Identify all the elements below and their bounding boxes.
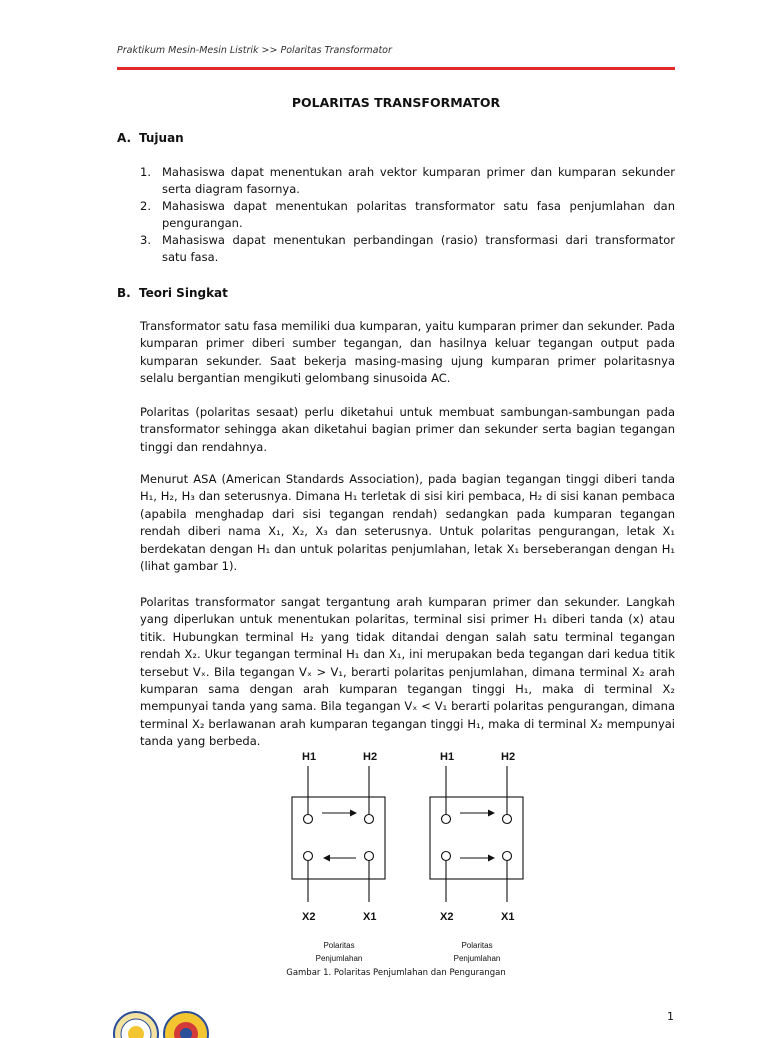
list-item-text: Mahasiswa dapat menentukan perbandingan (rasio) transformasi dari transformator satu fasa. xyxy=(162,233,675,264)
paragraph-3: Menurut ASA (American Standards Association), pada bagian tegangan tinggi diberi tanda H₁, H₂, H₃ dan seterusnya. Dimana H₁ terletak di sisi kiri pembaca, H₂ di sisi kanan pembaca (apabila menghadap dari sisi tegangan rendah) sedangkan pada kumparan tegangan rendah diberi nama X₁, X₂, X₃ dan seterusnya. Untuk polaritas pengurangan, letak X₁ berdekatan dengan H₁ dan untuk polaritas penjumlahan, letak X₁ berseberangan dengan H₁ (lihat gambar 1). xyxy=(140,472,675,574)
terminal-x1-right xyxy=(503,852,512,861)
running-header: Praktikum Mesin-Mesin Listrik >> Polaritas Transformator xyxy=(117,45,392,56)
terminal-x2-right xyxy=(442,852,451,861)
terminal-h1-left xyxy=(304,815,313,824)
arrow-top-right-head xyxy=(488,810,495,817)
list-item xyxy=(140,198,675,232)
caption-right-line1: Polaritas xyxy=(461,941,493,950)
caption-right-line2: Penjumlahan xyxy=(453,954,501,963)
section-b-heading xyxy=(117,286,228,300)
list-item-text: Mahasiswa dapat menentukan arah vektor kumparan primer dan kumparan sekunder serta diagram fasornya. xyxy=(162,165,675,196)
core-box-left xyxy=(292,797,385,879)
paragraph-1: Transformator satu fasa memiliki dua kumparan, yaitu kumparan primer dan sekunder. Pada kumparan primer diberi sumber tegangan, dan hasilnya keluar tegangan output pada kumparan sekunder. Saat bekerja masing-masing ujung kumparan primer polaritasnya selalu bergantian mengikuti gelombang sinusoida AC. xyxy=(140,319,675,386)
arrow-bottom-right-head xyxy=(488,855,495,862)
label-h2-right: H2 xyxy=(501,751,516,763)
terminal-x2-left xyxy=(304,852,313,861)
section-a-letter: A. xyxy=(117,131,132,145)
transformer-right xyxy=(430,751,523,963)
figure-caption: Gambar 1. Polaritas Penjumlahan dan Pengurangan xyxy=(286,968,506,978)
label-x1-right: X1 xyxy=(501,911,515,923)
paragraph-2: Polaritas (polaritas sesaat) perlu diketahui untuk membuat sambungan-sambungan pada transformator sehingga akan diketahui bagian primer dan sekunder serta bagian tegangan tinggi dan rendahnya. xyxy=(140,405,675,454)
label-x1-left: X1 xyxy=(363,911,377,923)
label-x2-right: X2 xyxy=(440,911,454,923)
list-item-text: Mahasiswa dapat menentukan polaritas transformator satu fasa penjumlahan dan pengurangan. xyxy=(162,199,675,230)
university-logo-icon xyxy=(110,1008,162,1038)
caption-left-line2: Penjumlahan xyxy=(315,954,363,963)
label-x2-left: X2 xyxy=(302,911,316,923)
list-item-number: 3. xyxy=(140,233,151,247)
core-box-right xyxy=(430,797,523,879)
section-a-heading xyxy=(117,131,184,145)
label-h1-left: H1 xyxy=(302,751,317,763)
list-item-number: 1. xyxy=(140,165,151,179)
page-number: 1 xyxy=(667,1010,674,1023)
transformer-left xyxy=(292,751,385,963)
terminal-h2-left xyxy=(365,815,374,824)
header-divider xyxy=(117,67,675,70)
label-h2-left: H2 xyxy=(363,751,378,763)
paragraph-4: Polaritas transformator sangat tergantung arah kumparan primer dan sekunder. Langkah yang diperlukan untuk menentukan polaritas, terminal sisi primer H₁ diberi tanda (x) atau titik. Hubungkan terminal H₂ yang tidak ditandai dengan salah satu terminal tegangan rendah X₂. Ukur tegangan terminal H₁ dan X₁, ini merupakan beda tegangan dari kedua titik tersebut Vₓ. Bila tegangan Vₓ > V₁, berarti polaritas penjumlahan, dimana terminal X₂ arah kumparan sama dengan arah kumparan tegangan tinggi H₁, maka di terminal X₂ mempunyai tanda yang sama. Bila tegangan Vₓ < V₁ berarti polaritas pengurangan, dimana terminal X₂ berlawanan arah kumparan tegangan tinggi H₁, maka di terminal X₂ mempunyai tanda yang berbeda. xyxy=(140,595,675,749)
caption-left-line1: Polaritas xyxy=(323,941,355,950)
arrow-bottom-left-head xyxy=(323,855,330,862)
section-a-title: Tujuan xyxy=(139,131,184,145)
polarity-figure xyxy=(280,742,540,972)
arrow-top-left-head xyxy=(350,810,357,817)
page-title: POLARITAS TRANSFORMATOR xyxy=(291,95,501,110)
terminal-x1-left xyxy=(365,852,374,861)
goal-list xyxy=(140,164,675,266)
section-b-letter: B. xyxy=(117,286,131,300)
faculty-logo-icon xyxy=(160,1008,212,1038)
list-item xyxy=(140,164,675,198)
terminal-h2-right xyxy=(503,815,512,824)
terminal-h1-right xyxy=(442,815,451,824)
list-item xyxy=(140,232,675,266)
label-h1-right: H1 xyxy=(440,751,455,763)
list-item-number: 2. xyxy=(140,199,151,213)
section-b-title: Teori Singkat xyxy=(139,286,228,300)
